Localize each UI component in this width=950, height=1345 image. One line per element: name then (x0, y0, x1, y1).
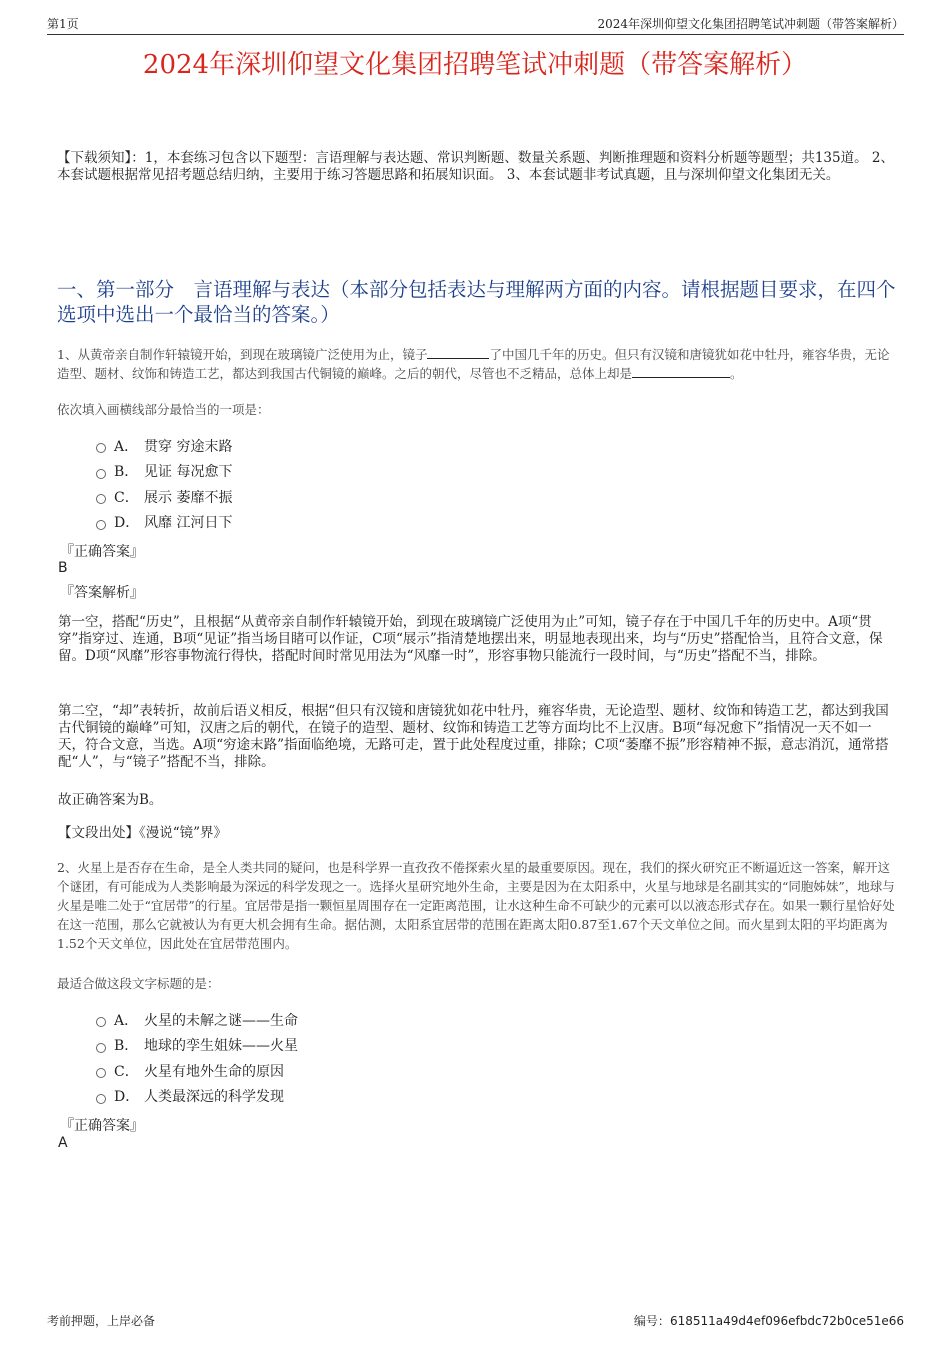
option-label: C． (114, 1063, 139, 1080)
section-title: 一、第一部分 言语理解与表达（本部分包括表达与理解两方面的内容。请根据题目要求，在四个选项中选出一个最恰当的答案。） (57, 278, 896, 326)
option-label: B． (114, 464, 139, 481)
radio-icon[interactable] (96, 1017, 106, 1027)
page-header (47, 12, 904, 35)
option-text: 火星有地外生命的原因 (144, 1063, 284, 1080)
radio-icon[interactable] (96, 443, 106, 453)
q1-text-part-b: 了中国几千年的历史。但只有汉镜和唐镜犹如花中牡丹，雍容华贵，无论造型、题材、纹饰和铸造工艺，都达到我国古代铜镜的巅峰。之后的朝代，尽管也不乏精品，总体上却是 (57, 347, 890, 381)
radio-icon[interactable] (96, 1068, 106, 1078)
option-label: A． (114, 1012, 139, 1029)
option-text: 风靡 江河日下 (144, 515, 233, 532)
fill-blank-2 (632, 367, 730, 378)
question-2-options (96, 1007, 298, 1109)
text-source: 【文段出处】《漫说“镜”界》 (58, 825, 228, 841)
radio-icon[interactable] (96, 1094, 106, 1104)
correct-answer: A (58, 1135, 68, 1151)
analysis-conclusion: 故正确答案为B。 (58, 792, 163, 808)
option-text: 人类最深远的科学发现 (144, 1089, 284, 1106)
option-c[interactable] (96, 484, 232, 510)
question-1-text (57, 345, 897, 383)
fill-blank-1 (427, 348, 489, 359)
page-title: 2024年深圳仰望文化集团招聘笔试冲刺题（带答案解析） (142, 50, 808, 80)
code-value: 618511a49d4ef096efbdc72b0ce51e66 (669, 1314, 904, 1328)
question-2-text: 2、火星上是否存在生命，是全人类共同的疑问，也是科学界一直孜孜不倦探索火星的最重要原因。现在，我们的探火研究正不断逼近这一答案，解开这个谜团，有可能成为人类影响最为深远的科学发现之一。选择火星研究地外生命，主要是因为在太阳系中，火星与地球是名副其实的“同胞姊妹”，地球与火星是唯二处于“宜居带”的行星。宜居带是指一颗恒星周围存在一定距离范围，让水这种生命不可缺少的元素可以以液态形式存在。如果一颗行星恰好处在这一范围，那么它就被认为有更大机会拥有生命。据估测，太阳系宜居带的范围在距离太阳0.87至1.67个天文单位之间。而火星到太阳的平均距离为1.52个天文单位，因此处在宜居带范围内。 (57, 860, 895, 951)
analysis-paragraph-2: 第二空，“却”表转折，故前后语义相反，根据“但只有汉镜和唐镜犹如花中牡丹，雍容华贵，无论造型、题材、纹饰和铸造工艺，都达到我国古代铜镜的巅峰”可知，汉唐之后的朝代，在镜子的造型、题材、纹饰和铸造工艺等方面均比不上汉唐。B项“每况愈下”指情况一天不如一天，符合文意，当选。A项“穷途末路”指面临绝境，无路可走，置于此处程度过重，排除；C项“萎靡不振”形容精神不振，意志消沉，通常搭配“人”，与“镜子”搭配不当，排除。 (58, 703, 889, 770)
option-d[interactable] (96, 510, 232, 536)
q1-text-part-a: 1、从黄帝亲自制作轩辕镜开始，到现在玻璃镜广泛使用为止，镜子 (57, 347, 428, 362)
question-1-options (96, 433, 232, 535)
q1-text-part-c: 。 (730, 366, 743, 381)
page-footer (47, 1312, 904, 1329)
option-label: A． (114, 438, 139, 455)
option-label: D． (114, 515, 140, 532)
option-a[interactable] (96, 1007, 298, 1033)
option-text: 地球的孪生姐妹——火星 (144, 1038, 298, 1055)
radio-icon[interactable] (96, 469, 106, 479)
option-c[interactable] (96, 1058, 298, 1084)
document-code (634, 1312, 904, 1329)
option-d[interactable] (96, 1084, 298, 1110)
page-number: 第1页 (47, 17, 79, 31)
correct-answer: B (58, 560, 68, 576)
correct-answer-label: 『正确答案』 (60, 1118, 144, 1134)
radio-icon[interactable] (96, 520, 106, 530)
option-text: 见证 每况愈下 (144, 464, 233, 481)
question-1-prompt: 依次填入画横线部分最恰当的一项是： (57, 402, 270, 417)
option-label: B． (114, 1038, 139, 1055)
option-label: C． (114, 489, 139, 506)
header-doc-title: 2024年深圳仰望文化集团招聘笔试冲刺题（带答案解析） (597, 17, 904, 31)
option-a[interactable] (96, 433, 232, 459)
option-b[interactable] (96, 459, 232, 485)
option-label: D． (114, 1089, 140, 1106)
download-notice: 【下载须知】：1，本套练习包含以下题型：言语理解与表达题、常识判断题、数量关系题、判断推理题和资料分析题等题型；共135道。 2、本套试题根据常见招考题总结归纳，主要用于练习答题思路和拓展知识面。 3、本套试题非考试真题，且与深圳仰望文化集团无关。 (57, 150, 894, 183)
question-2-prompt: 最适合做这段文字标题的是： (57, 976, 220, 991)
option-text: 展示 萎靡不振 (144, 489, 233, 506)
option-b[interactable] (96, 1033, 298, 1059)
option-text: 火星的未解之谜——生命 (144, 1012, 298, 1029)
analysis-label: 『答案解析』 (60, 585, 144, 601)
radio-icon[interactable] (96, 494, 106, 504)
option-text: 贯穿 穷途末路 (144, 438, 233, 455)
radio-icon[interactable] (96, 1043, 106, 1053)
analysis-paragraph-1: 第一空，搭配“历史”，且根据“从黄帝亲自制作轩辕镜开始，到现在玻璃镜广泛使用为止”可知，镜子存在于中国几千年的历史中。A项“贯穿”指穿过、连通，B项“见证”指当场目睹可以作证，C项“展示”指清楚地摆出来，明显地表现出来，均与“历史”搭配恰当，且符合文意，保留。D项“风靡”形容事物流行得快，搭配时间时常见用法为“风靡一时”，形容事物只能流行一段时间，与“历史”搭配不当，排除。 (58, 614, 883, 664)
code-label: 编号： (633, 1314, 670, 1328)
footer-slogan: 考前押题，上岸必备 (47, 1314, 156, 1328)
correct-answer-label: 『正确答案』 (60, 544, 144, 560)
